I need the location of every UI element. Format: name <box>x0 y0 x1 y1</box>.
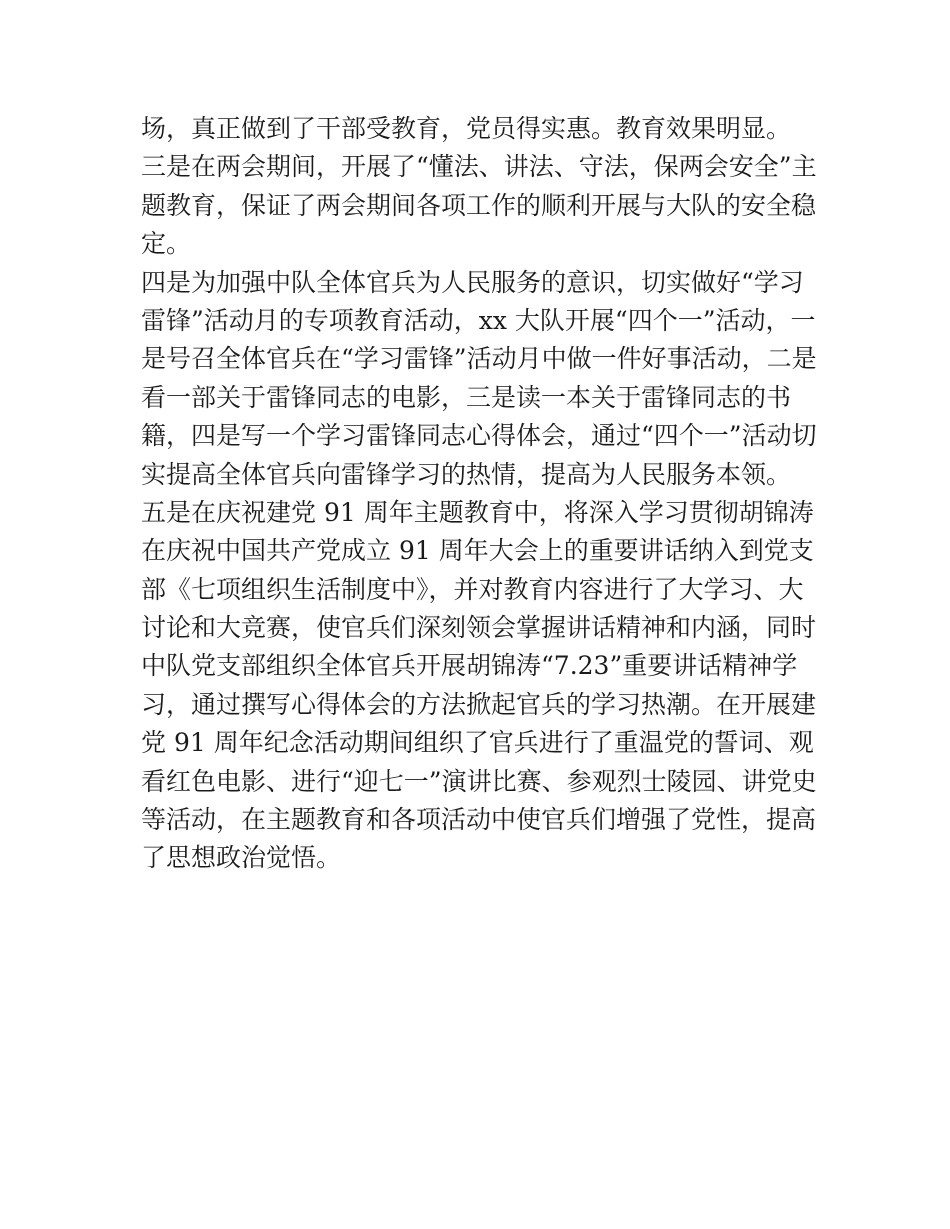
text-line: 定。 <box>141 229 192 259</box>
text-line: 籍，四是写一个学习雷锋同志心得体会，通过“四个一”活动切 <box>141 421 817 451</box>
text-line: 看红色电影、进行“迎七一”演讲比赛、参观烈士陵园、讲党史 <box>141 766 817 796</box>
text-line: 看一部关于雷锋同志的电影，三是读一本关于雷锋同志的书 <box>141 382 792 412</box>
text-line: 党 91 周年纪念活动期间组织了官兵进行了重温党的誓词、观 <box>141 728 814 758</box>
text-line: 习，通过撰写心得体会的方法掀起官兵的学习热潮。在开展建 <box>141 689 817 719</box>
text-line: 了思想政治觉悟。 <box>141 843 342 873</box>
text-line: 讨论和大竞赛，使官兵们深刻领会掌握讲话精神和内涵，同时 <box>141 613 817 643</box>
text-line: 在庆祝中国共产党成立 91 周年大会上的重要讲话纳入到党支 <box>141 536 814 566</box>
text-line: 三是在两会期间，开展了“懂法、讲法、守法，保两会安全”主 <box>141 152 817 182</box>
body-text <box>141 110 821 878</box>
text-line: 部《七项组织生活制度中》，并对教育内容进行了大学习、大 <box>141 574 804 604</box>
text-line: 实提高全体官兵向雷锋学习的热情，提高为人民服务本领。 <box>141 459 792 489</box>
text-line: 场，真正做到了干部受教育，党员得实惠。教育效果明显。 <box>141 114 792 143</box>
text-line: 题教育，保证了两会期间各项工作的顺利开展与大队的安全稳 <box>141 190 817 220</box>
text-line: 五是在庆祝建党 91 周年主题教育中，将深入学习贯彻胡锦涛 <box>141 497 814 527</box>
text-line: 雷锋”活动月的专项教育活动，xx 大队开展“四个一”活动，一 <box>141 305 816 335</box>
text-line: 等活动，在主题教育和各项活动中使官兵们增强了党性，提高 <box>141 805 817 835</box>
text-line: 四是为加强中队全体官兵为人民服务的意识，切实做好“学习 <box>141 267 804 297</box>
text-line: 是号召全体官兵在“学习雷锋”活动月中做一件好事活动，二是 <box>141 344 817 374</box>
text-line: 中队党支部组织全体官兵开展胡锦涛“7.23”重要讲话精神学 <box>141 651 798 681</box>
